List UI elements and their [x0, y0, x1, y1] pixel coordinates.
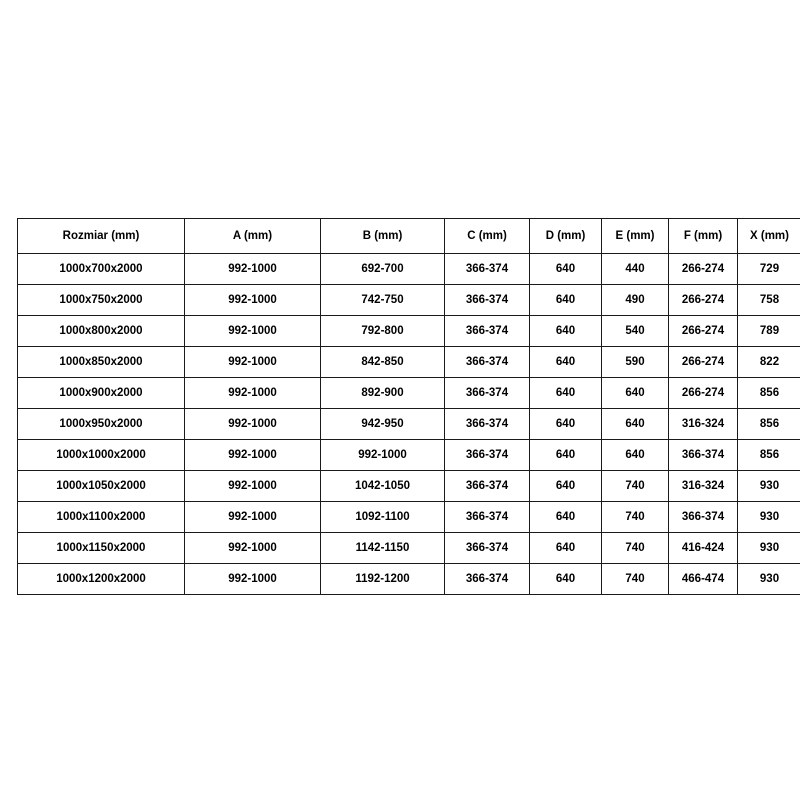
cell-a: 992-1000 [185, 285, 321, 316]
cell-f: 266-274 [669, 347, 738, 378]
column-header-b: B (mm) [321, 219, 445, 254]
cell-d: 640 [530, 564, 602, 595]
cell-c: 366-374 [445, 471, 530, 502]
cell-f: 266-274 [669, 316, 738, 347]
column-header-a: A (mm) [185, 219, 321, 254]
cell-a: 992-1000 [185, 564, 321, 595]
cell-c: 366-374 [445, 409, 530, 440]
column-header-f: F (mm) [669, 219, 738, 254]
cell-d: 640 [530, 409, 602, 440]
cell-b: 792-800 [321, 316, 445, 347]
cell-e: 640 [602, 409, 669, 440]
cell-size: 1000x1000x2000 [18, 440, 185, 471]
cell-e: 490 [602, 285, 669, 316]
cell-size: 1000x850x2000 [18, 347, 185, 378]
cell-d: 640 [530, 533, 602, 564]
cell-d: 640 [530, 502, 602, 533]
table-row [18, 378, 800, 409]
table-row [18, 347, 800, 378]
table-row [18, 409, 800, 440]
cell-e: 640 [602, 378, 669, 409]
cell-f: 366-374 [669, 440, 738, 471]
table-row [18, 533, 800, 564]
cell-size: 1000x1100x2000 [18, 502, 185, 533]
cell-size: 1000x900x2000 [18, 378, 185, 409]
table-row [18, 564, 800, 595]
cell-b: 942-950 [321, 409, 445, 440]
cell-c: 366-374 [445, 378, 530, 409]
cell-size: 1000x750x2000 [18, 285, 185, 316]
table-row [18, 471, 800, 502]
cell-x: 856 [738, 378, 800, 409]
cell-a: 992-1000 [185, 409, 321, 440]
table-header-row [18, 219, 800, 254]
cell-a: 992-1000 [185, 378, 321, 409]
cell-e: 740 [602, 533, 669, 564]
cell-f: 266-274 [669, 254, 738, 285]
cell-c: 366-374 [445, 316, 530, 347]
cell-e: 590 [602, 347, 669, 378]
cell-a: 992-1000 [185, 440, 321, 471]
cell-c: 366-374 [445, 502, 530, 533]
cell-f: 316-324 [669, 409, 738, 440]
cell-d: 640 [530, 285, 602, 316]
table-row [18, 502, 800, 533]
cell-f: 466-474 [669, 564, 738, 595]
cell-e: 540 [602, 316, 669, 347]
cell-f: 366-374 [669, 502, 738, 533]
cell-c: 366-374 [445, 533, 530, 564]
column-header-e: E (mm) [602, 219, 669, 254]
column-header-size: Rozmiar (mm) [18, 219, 185, 254]
table-row [18, 440, 800, 471]
cell-d: 640 [530, 471, 602, 502]
column-header-d: D (mm) [530, 219, 602, 254]
cell-size: 1000x800x2000 [18, 316, 185, 347]
cell-f: 266-274 [669, 285, 738, 316]
cell-b: 1092-1100 [321, 502, 445, 533]
cell-c: 366-374 [445, 564, 530, 595]
column-header-x: X (mm) [738, 219, 800, 254]
cell-b: 1142-1150 [321, 533, 445, 564]
cell-b: 742-750 [321, 285, 445, 316]
cell-x: 789 [738, 316, 800, 347]
cell-x: 930 [738, 471, 800, 502]
dimensions-table [17, 218, 800, 595]
cell-b: 1192-1200 [321, 564, 445, 595]
cell-a: 992-1000 [185, 502, 321, 533]
cell-d: 640 [530, 440, 602, 471]
cell-size: 1000x1050x2000 [18, 471, 185, 502]
cell-c: 366-374 [445, 347, 530, 378]
cell-a: 992-1000 [185, 471, 321, 502]
cell-d: 640 [530, 347, 602, 378]
cell-f: 316-324 [669, 471, 738, 502]
cell-b: 692-700 [321, 254, 445, 285]
table-row [18, 285, 800, 316]
cell-x: 856 [738, 440, 800, 471]
cell-x: 930 [738, 533, 800, 564]
cell-x: 930 [738, 564, 800, 595]
cell-a: 992-1000 [185, 254, 321, 285]
cell-c: 366-374 [445, 285, 530, 316]
cell-e: 440 [602, 254, 669, 285]
cell-size: 1000x1200x2000 [18, 564, 185, 595]
cell-c: 366-374 [445, 440, 530, 471]
cell-b: 1042-1050 [321, 471, 445, 502]
table-row [18, 316, 800, 347]
cell-f: 416-424 [669, 533, 738, 564]
cell-e: 740 [602, 502, 669, 533]
cell-b: 892-900 [321, 378, 445, 409]
cell-e: 640 [602, 440, 669, 471]
cell-x: 758 [738, 285, 800, 316]
dimensions-table-container [17, 218, 789, 595]
cell-e: 740 [602, 471, 669, 502]
cell-x: 930 [738, 502, 800, 533]
cell-x: 822 [738, 347, 800, 378]
table-row [18, 254, 800, 285]
cell-a: 992-1000 [185, 316, 321, 347]
cell-a: 992-1000 [185, 533, 321, 564]
cell-c: 366-374 [445, 254, 530, 285]
cell-size: 1000x700x2000 [18, 254, 185, 285]
cell-b: 992-1000 [321, 440, 445, 471]
cell-d: 640 [530, 316, 602, 347]
cell-e: 740 [602, 564, 669, 595]
cell-d: 640 [530, 254, 602, 285]
cell-f: 266-274 [669, 378, 738, 409]
cell-size: 1000x1150x2000 [18, 533, 185, 564]
cell-size: 1000x950x2000 [18, 409, 185, 440]
column-header-c: C (mm) [445, 219, 530, 254]
cell-x: 729 [738, 254, 800, 285]
cell-x: 856 [738, 409, 800, 440]
cell-d: 640 [530, 378, 602, 409]
cell-b: 842-850 [321, 347, 445, 378]
cell-a: 992-1000 [185, 347, 321, 378]
